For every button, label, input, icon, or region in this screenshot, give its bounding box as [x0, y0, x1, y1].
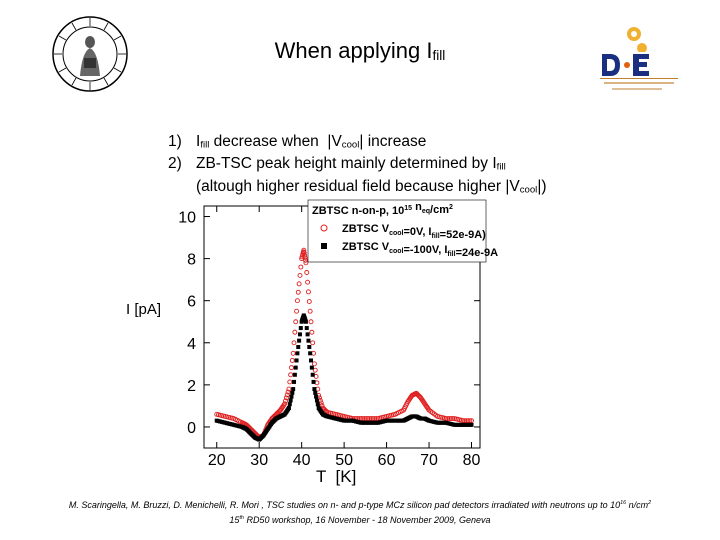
- series-red-point: [304, 261, 308, 265]
- x-tick-label: 40: [292, 452, 311, 469]
- bullet-2-sub-a: fill: [496, 161, 506, 173]
- slide-title: [0, 38, 720, 64]
- series-black-point: [299, 326, 303, 330]
- legend-entry-part: =52e-9A): [439, 229, 486, 241]
- bullet-1-sub-b: cool: [341, 139, 360, 151]
- series-black-point: [306, 339, 310, 343]
- series-red-point: [311, 341, 315, 345]
- series-black-point: [296, 345, 300, 349]
- bullet-3-part-a: (altough higher residual field because higher |V: [196, 177, 520, 195]
- series-red-point: [289, 373, 293, 377]
- legend-entry-part: =0V, I: [403, 226, 432, 238]
- y-tick-label: 6: [187, 293, 196, 311]
- series-black-point: [289, 395, 293, 399]
- legend-entry-part: fill: [431, 233, 440, 240]
- legend-header-part: ZBTSC n-on-p, 10: [312, 205, 405, 217]
- citation-footer: [0, 497, 720, 527]
- bullet-1-part-c: | increase: [359, 133, 427, 150]
- y-tick-label: 8: [187, 251, 196, 269]
- y-tick-label: 10: [178, 209, 196, 227]
- series-red-point: [291, 351, 295, 355]
- x-tick-label: 30: [250, 452, 269, 469]
- y-axis-label: I [pA]: [126, 301, 162, 318]
- citation-2-sup: th: [239, 515, 244, 521]
- series-red-point: [294, 320, 298, 324]
- slide-title-main: When applying I: [274, 38, 433, 63]
- series-black-point: [292, 380, 296, 384]
- bullet-3-part-b: |): [537, 177, 547, 195]
- bullet-3-sub-a: cool: [519, 184, 538, 196]
- series-red-point: [309, 320, 313, 324]
- series-black-point: [294, 366, 298, 370]
- legend-entry-part: ZBTSC V: [342, 223, 390, 235]
- bullet-item-2: [168, 154, 547, 176]
- series-black-point: [316, 402, 320, 406]
- citation-1-sup: 16: [620, 500, 627, 506]
- series-black-point: [315, 398, 319, 402]
- y-tick-label: 4: [187, 335, 196, 353]
- series-red-point: [308, 309, 312, 313]
- y-tick-label: 0: [187, 419, 196, 437]
- series-black-point: [288, 402, 292, 406]
- series-red-point: [306, 280, 310, 284]
- citation-line-2: [0, 512, 720, 527]
- legend-header-part: n: [412, 201, 422, 213]
- series-black-point: [289, 398, 293, 402]
- series-black-point: [290, 391, 294, 395]
- series-red-point: [306, 290, 310, 294]
- bullet-list: [168, 132, 547, 199]
- series-black-point: [310, 366, 314, 370]
- series-black-point: [307, 345, 311, 349]
- series-red-point: [293, 330, 297, 334]
- bullet-text-1: [196, 132, 426, 154]
- y-tick-label: 2: [187, 377, 196, 395]
- legend-header-part: 15: [404, 205, 413, 212]
- series-black-point: [311, 373, 315, 377]
- x-tick-label: 60: [377, 452, 396, 469]
- series-black-point: [287, 406, 291, 410]
- series-black-point: [304, 320, 308, 324]
- chart-plot-area: [178, 200, 498, 469]
- legend-header-part: /cm: [430, 204, 449, 216]
- legend-entry-part: cool: [389, 230, 404, 237]
- legend-entry-part: =24e-9A: [455, 247, 499, 259]
- series-red-point: [305, 270, 309, 274]
- series-black-point: [295, 351, 299, 355]
- series-black-point: [291, 387, 295, 391]
- legend-header-part: eq: [421, 208, 431, 215]
- series-black-point: [312, 387, 316, 391]
- bullet-number-2: 2): [168, 155, 182, 173]
- bullet-2-part-a: ZB-TSC peak height mainly determined by I: [196, 155, 497, 173]
- citation-line-1: [0, 497, 720, 512]
- x-axis-label: T [K]: [316, 467, 357, 486]
- legend-entry-part: fill: [447, 251, 456, 258]
- bullet-1-part-b: decrease when |V: [209, 133, 342, 150]
- series-red-point: [292, 341, 296, 345]
- series-black-point: [305, 326, 309, 330]
- x-tick-label: 80: [462, 452, 481, 469]
- legend-marker-black: [321, 243, 327, 249]
- series-red-point: [289, 366, 293, 370]
- bullet-item-1: [168, 132, 547, 154]
- legend-entry-part: ZBTSC V: [342, 241, 390, 253]
- series-black-point: [313, 391, 317, 395]
- bullet-text-2: [196, 154, 506, 176]
- series-black-point: [312, 380, 316, 384]
- legend-entry-part: =-100V, I: [403, 244, 448, 256]
- bullet-number-1: 1): [168, 133, 182, 150]
- series-red-point: [290, 358, 294, 362]
- citation-2-part-b: RD50 workshop, 16 November - 18 November 2009, Geneva: [243, 515, 491, 525]
- series-black-point: [298, 332, 302, 336]
- series-red-point: [307, 300, 311, 304]
- citation-1-part-a: M. Scaringella, M. Bruzzi, D. Menichelli, R. Mori , TSC studies on n- and p-type MCz silicon pad detectors irradiated with neutrons up to 10: [68, 500, 621, 510]
- series-red-point: [298, 273, 302, 277]
- series-black-point: [306, 332, 310, 336]
- slide-title-subscript: fill: [432, 48, 446, 64]
- series-black-point: [470, 423, 474, 427]
- series-red-point: [295, 309, 299, 313]
- citation-1-sup2: 2: [648, 500, 652, 506]
- legend-entry-part: cool: [389, 248, 404, 255]
- series-black-point: [308, 351, 312, 355]
- tsc-chart: [170, 196, 499, 469]
- bullet-1-sub-a: fill: [200, 139, 210, 151]
- series-black-point: [314, 395, 318, 399]
- series-black-point: [295, 358, 299, 362]
- series-black-point: [297, 339, 301, 343]
- x-tick-label: 50: [335, 452, 354, 469]
- x-tick-label: 20: [207, 452, 226, 469]
- x-tick-label: 70: [420, 452, 438, 469]
- series-red-point: [288, 380, 292, 384]
- series-red-point: [296, 290, 300, 294]
- series-red-point: [295, 299, 299, 303]
- series-red-point: [297, 282, 301, 286]
- legend-header-part: 2: [449, 204, 453, 211]
- series-black-point: [293, 373, 297, 377]
- bullet-1-part-a: I: [196, 133, 201, 150]
- series-red-point: [310, 330, 314, 334]
- citation-1-part-b: n/cm: [626, 500, 649, 510]
- series-black-point: [309, 358, 313, 362]
- citation-2-part-a: 15: [229, 515, 240, 525]
- series-red-point: [299, 265, 303, 269]
